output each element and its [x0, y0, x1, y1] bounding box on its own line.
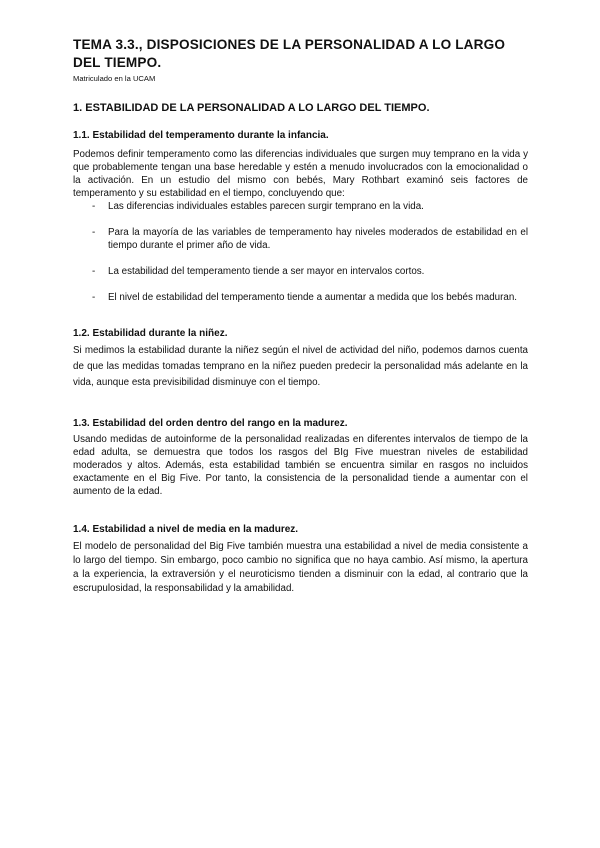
- bullet-marker: -: [92, 227, 96, 238]
- subsection-1-4: [73, 523, 528, 596]
- section-heading: 1. ESTABILIDAD DE LA PERSONALIDAD A LO LARGO DEL TIEMPO.: [73, 102, 430, 114]
- bullet-marker: -: [92, 292, 96, 303]
- bullet-marker: -: [92, 201, 96, 212]
- subsection-heading: 1.1. Estabilidad del temperamento durante la infancia.: [73, 130, 329, 141]
- paragraph: Podemos definir temperamento como las diferencias individuales que surgen muy temprano en la vida y que probablemente tengan una base heredable y estén a menudo involucrados con la emocionalidad o la activación. En un estudio del mismo con bebés, Mary Rothbart examinó seis factores de temperamento y su estabilidad en el tiempo, concluyendo que:: [73, 149, 528, 199]
- subsection-1-3: [73, 417, 528, 498]
- subsection-1-1: [73, 129, 528, 304]
- subsection-heading: 1.3. Estabilidad del orden dentro del rango en la madurez.: [73, 418, 348, 429]
- bullet-text: Para la mayoría de las variables de temperamento hay niveles moderados de estabilidad en el tiempo durante el primer año de vida.: [108, 227, 528, 251]
- subsection-1-2: [73, 327, 528, 391]
- subsection-heading: 1.4. Estabilidad a nivel de media en la madurez.: [73, 524, 299, 535]
- bullet-item: [73, 291, 528, 304]
- bullet-item: [73, 226, 528, 252]
- bullet-item: [73, 265, 528, 278]
- bullet-text: Las diferencias individuales estables parecen surgir temprano en la vida.: [108, 201, 424, 212]
- bullet-text: La estabilidad del temperamento tiende a ser mayor en intervalos cortos.: [108, 266, 425, 277]
- paragraph: Si medimos la estabilidad durante la niñez según el nivel de actividad del niño, podemos darnos cuenta de que las medidas tomadas temprano en la niñez pueden predecir la personalidad más adelante en la vida, aunque esta previsibilidad disminuye con el tiempo.: [73, 345, 528, 388]
- document-subtitle: Matriculado en la UCAM: [73, 74, 156, 83]
- bullet-text: El nivel de estabilidad del temperamento tiende a aumentar a medida que los bebés maduran.: [108, 292, 518, 303]
- subsection-heading: 1.2. Estabilidad durante la niñez.: [73, 328, 228, 339]
- bullet-item: [73, 200, 528, 213]
- document-title: TEMA 3.3., DISPOSICIONES DE LA PERSONALIDAD A LO LARGO DEL TIEMPO.: [73, 37, 506, 70]
- bullet-marker: -: [92, 266, 96, 277]
- paragraph: El modelo de personalidad del Big Five también muestra una estabilidad a nivel de media consistente a lo largo del tiempo. Sin embargo, poco cambio no significa que no haya cambio. Así mismo, la apertura a la experiencia, la extraversión y el neuroticismo tienden a disminuir con la edad, al contrario que la escrupulosidad, la responsabilidad y la amabilidad.: [73, 541, 528, 594]
- paragraph: Usando medidas de autoinforme de la personalidad realizadas en diferentes intervalos de tiempo de la edad adulta, se demuestra que todos los rasgos del BIg Five muestran niveles de estabilidad moderados y altos. Además, esta estabilidad también se encuentra similar en rasgos no incluidos exactamente en el Big Five. Por tanto, la consistencia de la personalidad tiende a aumentar con el aumento de la edad.: [73, 434, 528, 497]
- document-page: [73, 36, 528, 596]
- bullet-list: [73, 200, 528, 304]
